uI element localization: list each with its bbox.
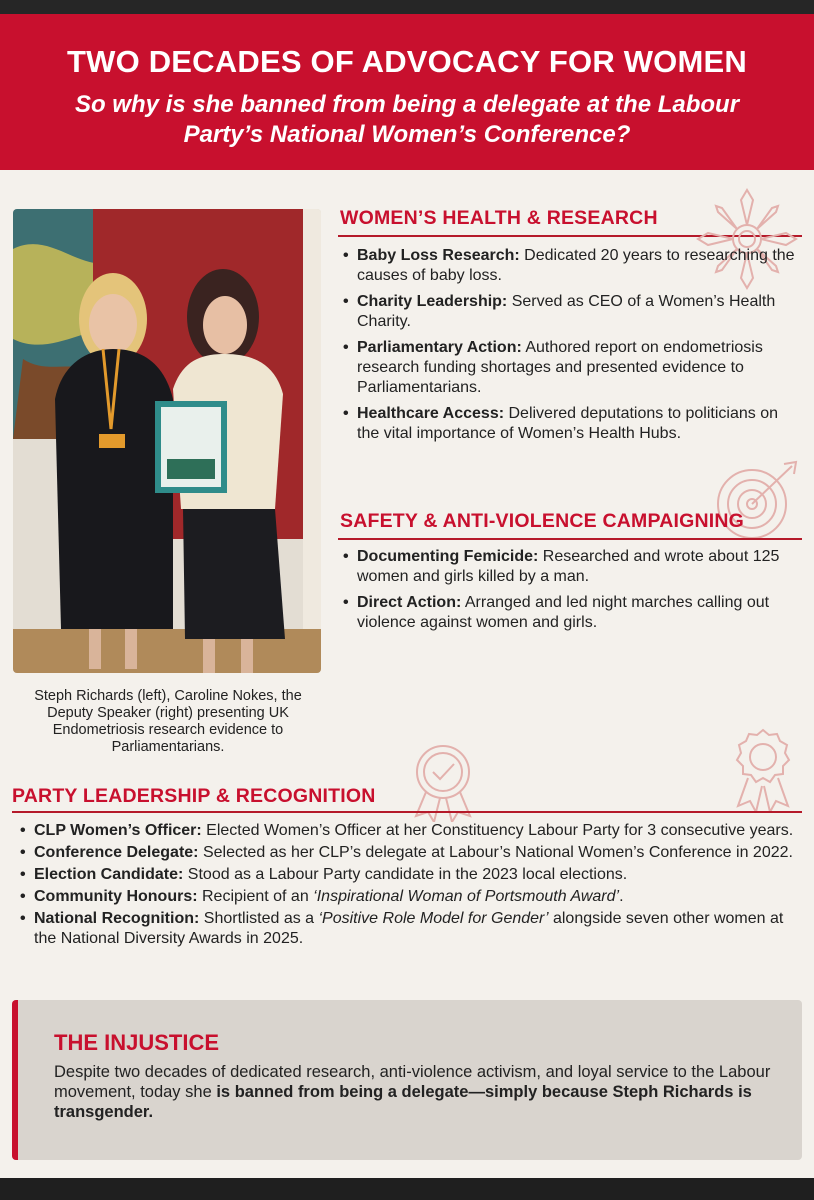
safety-rule (338, 538, 802, 540)
bottom-frame (0, 1178, 814, 1200)
header-banner (0, 14, 814, 170)
list-item: • Direct Action: Arranged and led night marches calling out violence against women and girls. (343, 593, 801, 633)
party-list (20, 821, 802, 951)
health-heading: WOMEN’S HEALTH & RESEARCH (340, 207, 658, 229)
injustice-body: Despite two decades of dedicated research, anti-violence activism, and loyal service to the Labour movement, today she is banned from being a delegate—simply because Steph Richards is transgender. (54, 1063, 771, 1121)
list-item: • Charity Leadership: Served as CEO of a Women’s Health Charity. (343, 292, 801, 332)
list-item: • National Recognition: Shortlisted as a ‘Positive Role Model for Gender’ alongside seven other women at the National Diversity Awards in 2025. (20, 909, 802, 949)
list-item: • Parliamentary Action: Authored report on endometriosis research funding shortages and presented evidence to Parliamentarians. (343, 338, 801, 398)
party-heading: PARTY LEADERSHIP & RECOGNITION (12, 785, 376, 807)
list-item: • Baby Loss Research: Dedicated 20 years to researching the causes of baby loss. (343, 246, 801, 286)
top-frame (0, 0, 814, 14)
photo (13, 209, 321, 673)
list-item: • Documenting Femicide: Researched and wrote about 125 women and girls killed by a man. (343, 547, 801, 587)
page-title: TWO DECADES OF ADVOCACY FOR WOMEN (67, 44, 747, 79)
photo-illustration (13, 209, 321, 673)
health-list (343, 246, 801, 450)
list-item: • Community Honours: Recipient of an ‘Inspirational Woman of Portsmouth Award’. (20, 887, 802, 907)
safety-list (343, 547, 801, 639)
award-check-icon (408, 742, 478, 822)
list-item: • Election Candidate: Stood as a Labour Party candidate in the 2023 local elections. (20, 865, 802, 885)
list-item: • Conference Delegate: Selected as her CLP’s delegate at Labour’s National Women’s Conference in 2022. (20, 843, 802, 863)
photo-caption: Steph Richards (left), Caroline Nokes, the Deputy Speaker (right) presenting UK Endometriosis research evidence to Parliamentarians. (34, 688, 302, 755)
list-item: • Healthcare Access: Delivered deputations to politicians on the vital importance of Women’s Health Hubs. (343, 404, 801, 444)
injustice-heading: THE INJUSTICE (54, 1030, 220, 1055)
page-subtitle: So why is she banned from being a delegate at the Labour Party’s National Women’s Conference? (74, 91, 740, 148)
callout-accent-bar (12, 1000, 18, 1160)
party-rule (12, 811, 802, 813)
infographic-page (0, 14, 814, 1178)
safety-heading: SAFETY & ANTI-VIOLENCE CAMPAIGNING (340, 510, 745, 532)
award-ribbon-icon (728, 726, 798, 812)
list-item: • CLP Women’s Officer: Elected Women’s Officer at her Constituency Labour Party for 3 consecutive years. (20, 821, 802, 841)
injustice-callout (12, 1000, 802, 1160)
